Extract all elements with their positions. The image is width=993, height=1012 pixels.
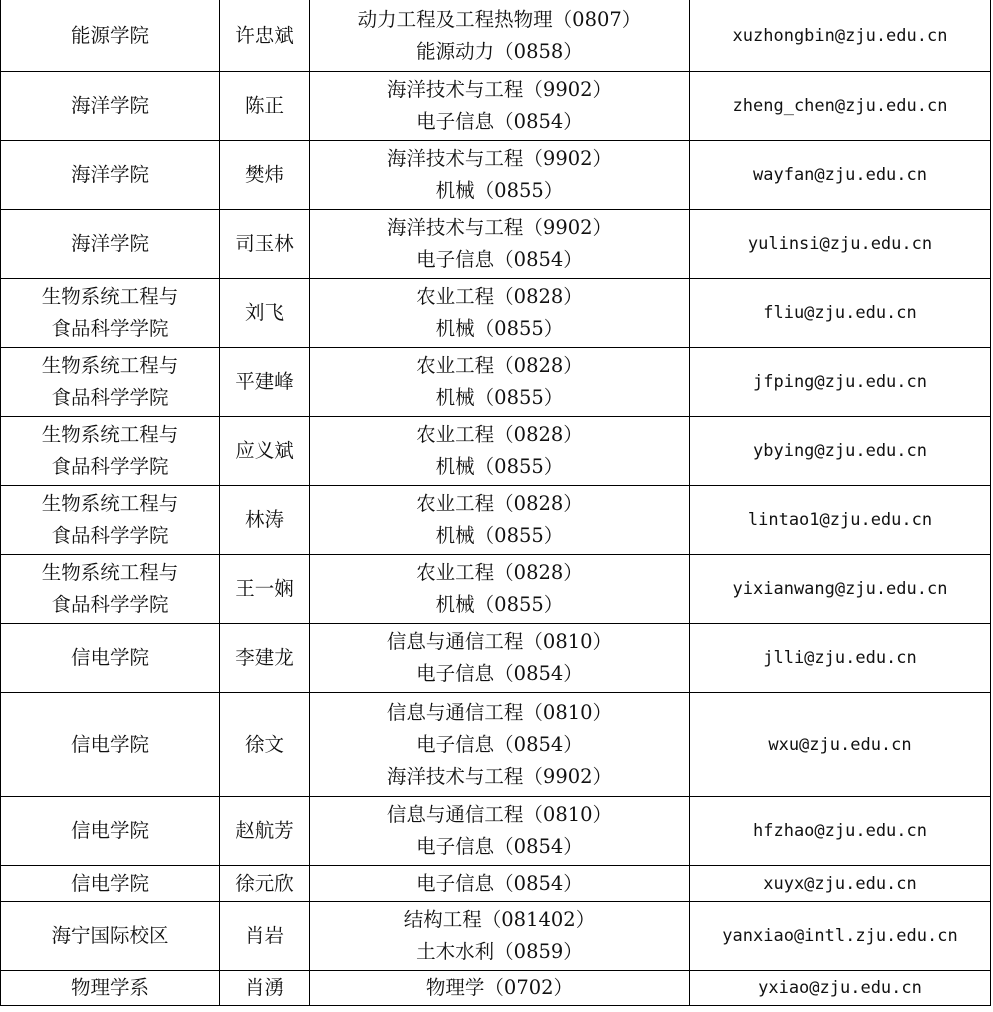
college-cell: 海宁国际校区	[1, 902, 220, 971]
name-cell: 应义斌	[220, 417, 310, 486]
email-cell: hfzhao@zju.edu.cn	[690, 797, 991, 866]
name-cell: 樊炜	[220, 141, 310, 210]
name-cell: 徐文	[220, 693, 310, 797]
major-cell: 物理学（0702）	[310, 971, 690, 1006]
major-cell: 结构工程（081402） 土木水利（0859）	[310, 902, 690, 971]
table-row	[1, 797, 991, 866]
college-cell: 生物系统工程与 食品科学学院	[1, 417, 220, 486]
email-cell: ybying@zju.edu.cn	[690, 417, 991, 486]
name-cell: 许忠斌	[220, 0, 310, 72]
major-cell: 动力工程及工程热物理（0807） 能源动力（0858）	[310, 0, 690, 72]
email-cell: jfping@zju.edu.cn	[690, 348, 991, 417]
major-cell: 农业工程（0828） 机械（0855）	[310, 555, 690, 624]
table-row	[1, 72, 991, 141]
college-cell: 信电学院	[1, 693, 220, 797]
email-cell: yulinsi@zju.edu.cn	[690, 210, 991, 279]
table-row	[1, 210, 991, 279]
table-row	[1, 417, 991, 486]
major-cell: 信息与通信工程（0810） 电子信息（0854）	[310, 624, 690, 693]
email-cell: wxu@zju.edu.cn	[690, 693, 991, 797]
major-cell: 农业工程（0828） 机械（0855）	[310, 279, 690, 348]
email-cell: lintao1@zju.edu.cn	[690, 486, 991, 555]
name-cell: 肖湧	[220, 971, 310, 1006]
table-row	[1, 971, 991, 1006]
table-row	[1, 555, 991, 624]
name-cell: 平建峰	[220, 348, 310, 417]
email-cell: yxiao@zju.edu.cn	[690, 971, 991, 1006]
major-cell: 农业工程（0828） 机械（0855）	[310, 486, 690, 555]
major-cell: 海洋技术与工程（9902） 电子信息（0854）	[310, 210, 690, 279]
name-cell: 徐元欣	[220, 866, 310, 902]
email-cell: wayfan@zju.edu.cn	[690, 141, 991, 210]
college-cell: 信电学院	[1, 797, 220, 866]
college-cell: 海洋学院	[1, 72, 220, 141]
major-cell: 电子信息（0854）	[310, 866, 690, 902]
email-cell: xuyx@zju.edu.cn	[690, 866, 991, 902]
table-row	[1, 624, 991, 693]
table-row	[1, 0, 991, 72]
table-row	[1, 486, 991, 555]
name-cell: 林涛	[220, 486, 310, 555]
major-cell: 海洋技术与工程（9902） 电子信息（0854）	[310, 72, 690, 141]
major-cell: 农业工程（0828） 机械（0855）	[310, 348, 690, 417]
name-cell: 赵航芳	[220, 797, 310, 866]
email-cell: xuzhongbin@zju.edu.cn	[690, 0, 991, 72]
email-cell: yanxiao@intl.zju.edu.cn	[690, 902, 991, 971]
major-cell: 农业工程（0828） 机械（0855）	[310, 417, 690, 486]
table-row	[1, 693, 991, 797]
college-cell: 生物系统工程与 食品科学学院	[1, 279, 220, 348]
college-cell: 生物系统工程与 食品科学学院	[1, 555, 220, 624]
table-row	[1, 279, 991, 348]
name-cell: 肖岩	[220, 902, 310, 971]
name-cell: 刘飞	[220, 279, 310, 348]
email-cell: jlli@zju.edu.cn	[690, 624, 991, 693]
name-cell: 司玉林	[220, 210, 310, 279]
college-cell: 能源学院	[1, 0, 220, 72]
college-cell: 海洋学院	[1, 210, 220, 279]
table-row	[1, 902, 991, 971]
table-row	[1, 866, 991, 902]
name-cell: 陈正	[220, 72, 310, 141]
table-row	[1, 141, 991, 210]
college-cell: 海洋学院	[1, 141, 220, 210]
name-cell: 王一娴	[220, 555, 310, 624]
college-cell: 信电学院	[1, 866, 220, 902]
college-cell: 信电学院	[1, 624, 220, 693]
email-cell: fliu@zju.edu.cn	[690, 279, 991, 348]
major-cell: 信息与通信工程（0810） 电子信息（0854）	[310, 797, 690, 866]
college-cell: 物理学系	[1, 971, 220, 1006]
major-cell: 信息与通信工程（0810） 电子信息（0854） 海洋技术与工程（9902）	[310, 693, 690, 797]
email-cell: zheng_chen@zju.edu.cn	[690, 72, 991, 141]
college-cell: 生物系统工程与 食品科学学院	[1, 486, 220, 555]
major-cell: 海洋技术与工程（9902） 机械（0855）	[310, 141, 690, 210]
name-cell: 李建龙	[220, 624, 310, 693]
table-row	[1, 348, 991, 417]
college-cell: 生物系统工程与 食品科学学院	[1, 348, 220, 417]
email-cell: yixianwang@zju.edu.cn	[690, 555, 991, 624]
